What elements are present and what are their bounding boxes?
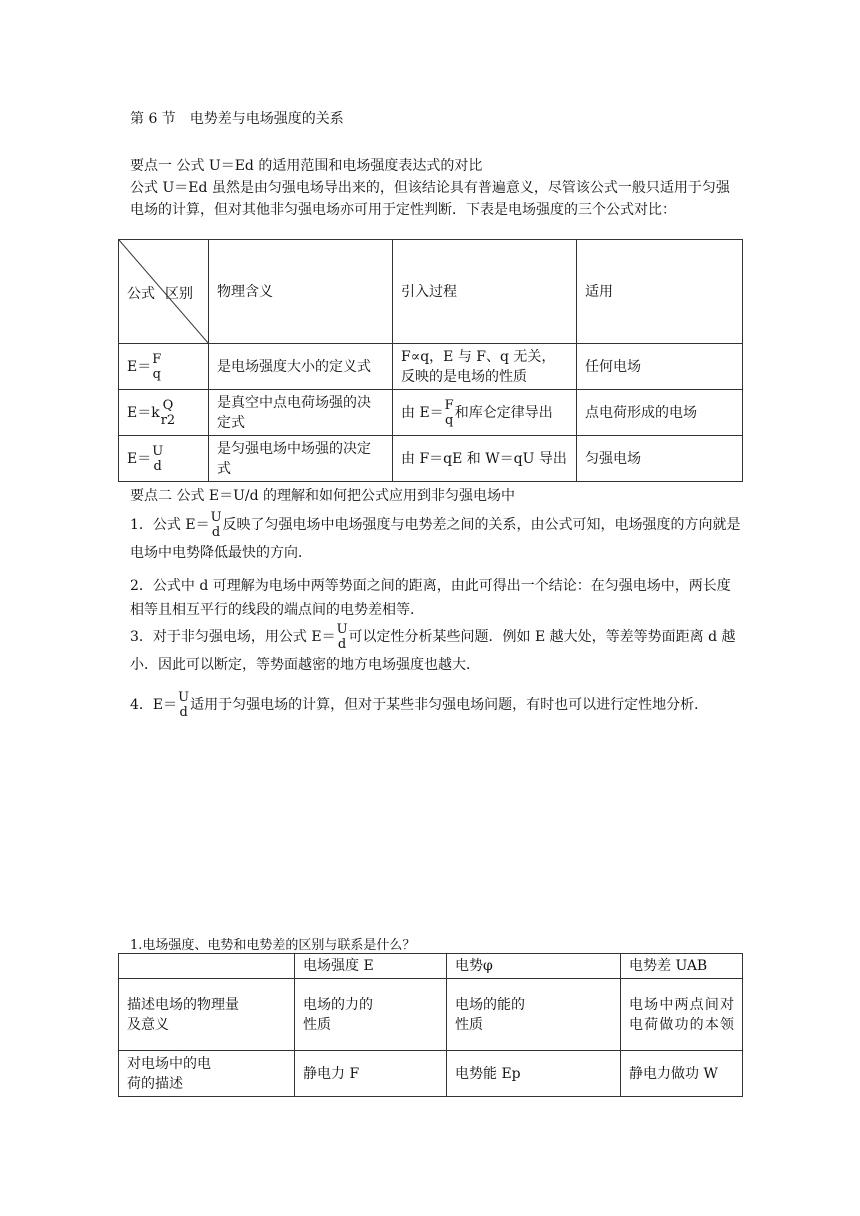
formula-cell: E＝ F q — [119, 344, 209, 390]
point2-item-1: 1．公式 E＝ U d 反映了匀强电场中电场强度与电势差之间的关系，由公式可知，电场强度的方向就是电场中电势降低最快的方向． — [130, 510, 741, 561]
table-row — [119, 1051, 743, 1097]
header-applies: 适用 — [577, 240, 743, 344]
process-cell: 由 E＝ F q 和库仑定律导出 — [393, 390, 577, 436]
section-title: 第 6 节 电势差与电场强度的关系 — [130, 111, 344, 127]
header-potential: 电势φ — [447, 954, 621, 979]
applies-cell: 任何电场 — [577, 344, 743, 390]
meaning-cell: 是匀强电场中场强的决定式 — [209, 436, 393, 482]
table-header-row — [119, 240, 743, 344]
header-formula-label: 公式 — [127, 286, 155, 302]
table-row — [119, 979, 743, 1051]
diagonal-header-cell — [119, 240, 209, 344]
point1-heading: 要点一 公式 U＝Ed 的适用范围和电场强度表达式的对比 — [130, 158, 483, 174]
field-comparison-table — [118, 953, 743, 1097]
table-cell: 电势能 Ep — [447, 1051, 621, 1097]
table-cell: 电场的能的性质 — [447, 979, 621, 1051]
point2-item-3: 3．对于非匀强电场，用公式 E＝ U d 可以定性分析某些问题．例如 E 越大处，等差等势面距离 d 越小．因此可以断定，等势面越密的地方电场强度也越大． — [130, 622, 736, 673]
process-cell: F∝q，E 与 F、q 无关，反映的是电场的性质 — [393, 344, 577, 390]
table-cell: 电场中两点间对电荷做功的本领 — [621, 979, 743, 1051]
point2-item-4: 4．E＝ U d 适用于匀强电场的计算，但对于某些非匀强电场问题，有时也可以进行定性地分析． — [130, 690, 709, 720]
point1-paragraph: 公式 U＝Ed 虽然是由匀强电场导出来的，但该结论具有普遍意义，尽管该公式一般只适用于匀强电场的计算，但对其他非匀强电场亦可用于定性判断．下表是电场强度的三个公式对比： — [130, 180, 730, 218]
meaning-cell: 是电场强度大小的定义式 — [209, 344, 393, 390]
formula-comparison-table — [118, 239, 743, 482]
header-difference-label: 区别 — [165, 286, 193, 302]
formula-cell: E＝k Q r2 — [119, 390, 209, 436]
header-field-strength: 电场强度 E — [295, 954, 447, 979]
meaning-cell: 是真空中点电荷场强的决定式 — [209, 390, 393, 436]
question-1: 1.电场强度、电势和电势差的区别与联系是什么？ — [130, 938, 416, 953]
table-cell: 电场的力的性质 — [295, 979, 447, 1051]
table-header-row — [119, 954, 743, 979]
table-cell: 静电力 F — [295, 1051, 447, 1097]
row-label: 对电场中的电荷的描述 — [119, 1051, 295, 1097]
table-row — [119, 344, 743, 390]
header-meaning: 物理含义 — [209, 240, 393, 344]
applies-cell: 点电荷形成的电场 — [577, 390, 743, 436]
applies-cell: 匀强电场 — [577, 436, 743, 482]
header-empty — [119, 954, 295, 979]
point2-heading: 要点二 公式 E＝U/d 的理解和如何把公式应用到非匀强电场中 — [130, 488, 516, 504]
table-cell: 静电力做功 W — [621, 1051, 743, 1097]
table-row — [119, 436, 743, 482]
table-row — [119, 390, 743, 436]
point2-item-2: 2．公式中 d 可理解为电场中两等势面之间的距离，由此可得出一个结论：在匀强电场中，两长度相等且相互平行的线段的端点间的电势差相等． — [130, 578, 731, 618]
row-label: 描述电场的物理量及意义 — [119, 979, 295, 1051]
process-cell: 由 F＝qE 和 W＝qU 导出 — [393, 436, 577, 482]
formula-cell: E＝ U d — [119, 436, 209, 482]
header-potential-difference: 电势差 UAB — [621, 954, 743, 979]
header-process: 引入过程 — [393, 240, 577, 344]
